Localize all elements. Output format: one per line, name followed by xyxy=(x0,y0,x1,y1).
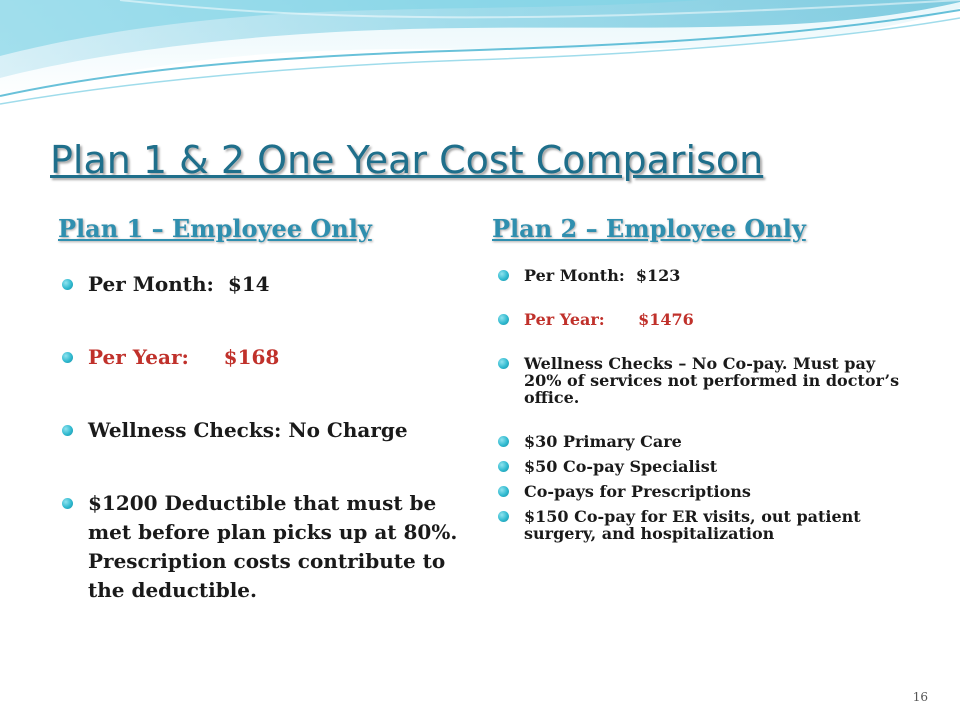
plan2-per-month-text: Per Month: $123 xyxy=(524,266,681,285)
bullet-icon xyxy=(498,511,509,522)
plan1-per-year xyxy=(62,343,472,372)
plan2-wellness-checks xyxy=(498,355,903,406)
bullet-icon xyxy=(62,352,73,363)
plan2-er-visits xyxy=(498,508,903,542)
plan2-per-year xyxy=(498,311,903,328)
slide-title: Plan 1 & 2 One Year Cost Comparison xyxy=(50,138,764,182)
plan2-prescriptions-text: Co-pays for Prescriptions xyxy=(524,482,751,501)
bullet-icon xyxy=(62,498,73,509)
plan2-primary-care xyxy=(498,433,903,450)
plan1-wellness-checks-text: Wellness Checks: No Charge xyxy=(88,418,408,442)
plan2-er-visits-text: $150 Co-pay for ER visits, out patient surgery, and hospitalization xyxy=(524,507,861,543)
plan2-details-list xyxy=(498,267,903,542)
bullet-icon xyxy=(62,279,73,290)
plan1-per-month-text: Per Month: $14 xyxy=(88,272,270,296)
plan2-per-year-text: Per Year: $1476 xyxy=(524,310,694,329)
plan2-specialist-text: $50 Co-pay Specialist xyxy=(524,457,718,476)
plan1-per-year-text: Per Year: $168 xyxy=(88,345,280,369)
plan1-deductible xyxy=(62,489,472,605)
plan1-details-list xyxy=(62,270,472,605)
plan2-per-month xyxy=(498,267,903,284)
plan1-deductible-text: $1200 Deductible that must be met before plan picks up at 80%. Prescription costs contribute to the deductible. xyxy=(88,491,458,602)
bullet-icon xyxy=(498,486,509,497)
bullet-icon xyxy=(498,461,509,472)
bullet-icon xyxy=(498,358,509,369)
decorative-wave-header xyxy=(0,0,960,120)
bullet-icon xyxy=(498,270,509,281)
page-number: 16 xyxy=(912,690,928,704)
plan2-prescriptions xyxy=(498,483,903,500)
plan2-specialist xyxy=(498,458,903,475)
plan1-heading: Plan 1 – Employee Only xyxy=(58,214,372,243)
plan2-primary-care-text: $30 Primary Care xyxy=(524,432,682,451)
plan1-per-month xyxy=(62,270,472,299)
bullet-icon xyxy=(62,425,73,436)
plan2-heading: Plan 2 – Employee Only xyxy=(492,214,806,243)
plan1-wellness-checks xyxy=(62,416,472,445)
bullet-icon xyxy=(498,436,509,447)
plan2-wellness-checks-text: Wellness Checks – No Co-pay. Must pay 20% of services not performed in doctor’s office. xyxy=(524,354,900,407)
bullet-icon xyxy=(498,314,509,325)
